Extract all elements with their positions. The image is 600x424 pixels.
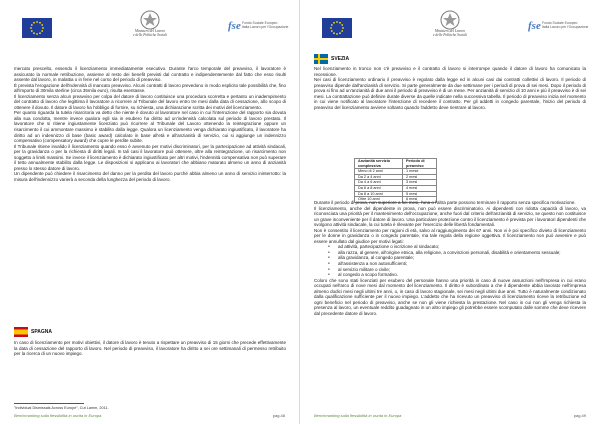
footer-title: Benchmarking sulla flessibilità in uscita in Europa <box>314 413 402 418</box>
list-item: ● al congedo a scopo formativo. <box>314 272 586 278</box>
paragraph: Coloro che sono stati licenziati per esubero del personale hanno una priorità in caso di nuove assunzioni nell'impresa in cui erano occupati nell'arco di nove mesi dal momento del licenziamento. Il diritto è subordinato a che il dipendente abbia lavorato nell'impresa almeno dodici mesi negli ultimi tre anni, o, in caso di lavoro stagionale, sei mesi negli ultimi due anni. Tutto è naturalmente condizionato dalla qualificazione sufficiente per il nuovo impiego. L'addetto che ha ricevuto un preavviso di licenziamento riceve la retribuzione ed ogni beneficio nel periodo di preavviso, anche se non gli viene richiesta la prestazione. Nel caso in cui non gli venga richiesta la presenza al lavoro, un eventuale reddito guadagnato in un altro impiego gli potrebbe essere scomputato dalle somme che deve ricevere dal precedente datore di lavoro. <box>314 277 586 316</box>
ministry-line-1: Ministero del Lavoro <box>434 29 466 33</box>
paragraph: Nel licenziamento in tronco non c'è preavviso e il contratto di lavoro si interrompe quando il datore di lavoro ha comunicato la recessione. <box>314 66 586 77</box>
fse-logo <box>528 18 590 44</box>
fse-logo <box>228 18 290 44</box>
paragraph: Il Tribunale ritiene invalido il licenziamento quando esso è avvenuto per motivi discriminatori, per la partecipazione ad attività sindacali, per la gravidanza o per la richiesta di diritti legali. In tali casi il lavoratore può ottenere, oltre alla reintegrazione, un risarcimento non soggetto a limiti massimi. Se invece il licenziamento è dichiarato ingiustificato per altri motivi, l'indennità compensativa non può superare il tetto annualmente stabilito dalla legge. Le disposizioni si applicano ai lavoratori che abbiano maturato almeno un anno di anzianità presso lo stesso datore di lavoro. <box>14 143 286 171</box>
paragraph: Il licenziamento, anche del dipendente in prova, non può essere discriminatorio. Ai dipendenti con ridotta capacità di lavoro, va riconosciuta una priorità per il mantenimento dell'occupazione, anche fuori dal criterio dell'anzianità di servizio, se questo non costituisce un grave inconveniente per il datore di lavoro. Una particolare protezione contro il licenziamento è prevista per i lavoratori dipendenti che svolgono attività sindacale, la cui tutela è rilevante per l'esercizio delle libertà fondamentali. <box>314 205 586 228</box>
left-body-text <box>14 66 286 182</box>
spain-title: SPAGNA <box>31 329 53 335</box>
ministry-line-2: e delle Politiche Sociali <box>432 33 468 38</box>
table-header-cell: Anzianità servizio complessiva <box>355 159 403 169</box>
right-page <box>300 0 600 424</box>
paragraph: In caso di licenziamento per motivi obiettivi, il datore di lavoro è tenuto a rispettare un preavviso di 15 giorni che precede effettivamente la data di cessazione del rapporto di lavoro. Nel periodo di preavviso, il lavoratore ha diritto a sei ore settimanali di permesso retribuito per la ricerca di un nuovo impiego. <box>14 340 286 357</box>
table-cell: Da 8 a 10 anni <box>355 191 403 197</box>
paragraph: Nei casi di licenziamento ordinario il preavviso è regolato dalla legge ed in alcuni casi dai contratti collettivi di lavoro. Il periodo di preavviso dipende dall'anzianità di servizio. Si parte generalmente da due settimane per i periodi di prova di sei mesi. Dopo il periodo di prova si fino ad un'anzianità di due anni il periodo di preavviso è di un mese. Per anzianità di servizio di 10 anni e più il preavviso è di sei mesi. La contrattazione può definire durate diverse da quelle indicate nella successiva tabella. Il periodo di preavviso inizia nel momento in cui viene notificato al lavoratore l'intenzione di recedere il contratto. Per gli addetti in congedo parentale, l'inizio del periodo di preavviso del licenziamento avviene soltanto quando l'addetto deve rientrare al lavoro. <box>314 77 586 110</box>
italian-emblem-icon <box>139 9 161 31</box>
eu-flag-icon <box>22 18 52 38</box>
fse-caption <box>242 21 290 29</box>
eu-flag-icon <box>322 18 352 38</box>
ministry-line-2: e delle Politiche Sociali <box>132 33 168 38</box>
spain-text <box>14 340 286 357</box>
footnote: "Individual Dismissals Across Europe", Cut Lamm, 2011. <box>14 406 109 410</box>
list-item: ● ad attività, partecipazione o iscrizione al sindacato; <box>314 244 586 250</box>
table-cell: Da 6 a 8 anni <box>355 185 403 191</box>
paragraph: Non è consentito il licenziamento per ragioni di età, salvo al raggiungimento dei 67 anni. Non vi è poi specifico divieto di licenziamento per le donne in gravidanza o in congedo parentale, ma tale regola della regione oggettiva. Il licenziamento non può avvenire e può essere annullato dal giudice per motivi legati: <box>314 227 586 244</box>
ministry-caption <box>420 29 480 37</box>
notice-period-table <box>354 158 437 203</box>
paragraph: Per quanto riguarda la tutela risarcitoria va detto che niente è dovuto al lavoratore nel caso in cui l'interruzione del rapporto sia dovuta alla sua condotta, mentre invece qualora egli sia in esubero ha diritto ad un'indennità calcolata sul periodo di lavoro prestato. Il lavoratore che si ritiene ingiustamente licenziato può ricorrere al Tribunale del Lavoro ottenendo la reintegrazione oppure un risarcimento il cui ammontare massimo è stabilito dalla legge. Qualora un licenziamento venga dichiarato ingiustificato, il lavoratore ha diritto ad un indennizzo di base (basic award) calcolato in base all'età e all'anzianità di servizio, cui si aggiunge un indennizzo compensativo (compensatory award) che copre le perdite subite. <box>14 110 286 144</box>
table-cell: 1 mese <box>403 169 437 175</box>
table-cell: Oltre 10 anni <box>355 197 403 203</box>
paragraph: È prevista l'erogazione dell'indennità di mancato preavviso. Alcuni contratti di lavoro prevedono in modo esplicito tale possibilità che, fino all'importo di 30mila sterline (circa 35mila euro), risulta esentasse. <box>14 82 286 94</box>
fse-caption-line-2: Italia Lavoro per l'Occupazione <box>542 25 589 29</box>
table-cell: 4 mesi <box>403 185 437 191</box>
sweden-heading <box>314 54 349 64</box>
dismissal-reasons-list <box>314 244 586 277</box>
fse-caption <box>542 21 590 29</box>
table-cell: 2 mesi <box>403 174 437 180</box>
paragraph: mercato prescelto, essendo il licenziamento immediatamente esecutivo. Durante l'arco temporale del preavviso, il lavoratore è assicurato la normale retribuzione, assieme al resto dei benefit previsti dal contratto e indipendentemente dal fatto che esso risulti assente dal lavoro, in malattia o in ferie nel corso del periodo di preavviso. <box>14 66 286 83</box>
list-item: ● all'assistenza a non autosufficienti; <box>314 261 586 267</box>
paragraph: Durante il periodo di prova, non superiore a sei mesi, l'una o l'altra parte possono terminare il rapporto senza specifica motivazione. <box>314 200 576 205</box>
table-cell: Da 4 a 6 anni <box>355 180 403 186</box>
page-header <box>300 6 600 56</box>
page-number: pag.48 <box>272 413 285 418</box>
sweden-flag-icon <box>314 54 328 64</box>
sweden-text-top <box>314 66 586 110</box>
table-cell: Meno di 2 anni <box>355 169 403 175</box>
table-cell: 6 mesi <box>403 197 437 203</box>
fse-caption-line-2: Italia Lavoro per l'Occupazione <box>242 25 289 29</box>
italian-emblem-icon <box>439 9 461 31</box>
ministry-line-1: Ministero del Lavoro <box>134 29 166 33</box>
fse-caption-line-1: Fondo Sociale Europeo <box>542 21 578 25</box>
table-cell: 5 mesi <box>403 191 437 197</box>
fse-mark: fse <box>228 20 241 32</box>
table-cell: Da 2 a 4 anni <box>355 174 403 180</box>
list-item: ● alla razza, al genere, all'origine etnica, alla religione, a convinzioni personali, disabilità e orientamento sessuale; <box>314 250 586 256</box>
fse-caption-line-1: Fondo Sociale Europeo <box>242 21 278 25</box>
page-number: pag.49 <box>573 413 586 418</box>
footnote-divider <box>14 403 84 404</box>
spain-heading <box>14 327 52 337</box>
paragraph: Un dipendente può chiedere il risarcimento del danno per la perdita del lavoro purché abbia almeno un anno di servizio ininterrotto: la misura dell'indennizzo varierà a seconda della lunghezza del periodo di lavoro. <box>14 171 286 182</box>
table-cell: 3 mesi <box>403 180 437 186</box>
paragraph: Il licenziamento senza alcun preavviso per colpa del datore di lavoro costituisce una procedura scorretta e pertanto un inadempimento del contratto di lavoro che legittima il lavoratore a ricorrere al Tribunale del lavoro entro tre mesi dalla data di cessazione, allo scopo di ottenere il dovuto. Il datore di lavoro ha l'obbligo di fornire, su richiesta, una dichiarazione scritta dei motivi del licenziamento. <box>14 93 286 110</box>
sweden-text-bottom <box>314 200 586 316</box>
list-item: ● alla gravidanza, al congedo parentale; <box>314 255 586 261</box>
page-header <box>0 6 300 56</box>
ministry-caption <box>120 29 180 37</box>
spain-flag-icon <box>14 327 28 337</box>
list-item: ● al servizio militare o civile; <box>314 267 586 273</box>
table-header-row <box>355 159 437 169</box>
fse-mark: fse <box>528 20 541 32</box>
footer-title: Benchmarking sulla flessibilità in uscita in Europa <box>14 413 102 418</box>
sweden-title: SVEZIA <box>331 56 350 62</box>
table-header-cell: Periodo di preavviso <box>403 159 437 169</box>
